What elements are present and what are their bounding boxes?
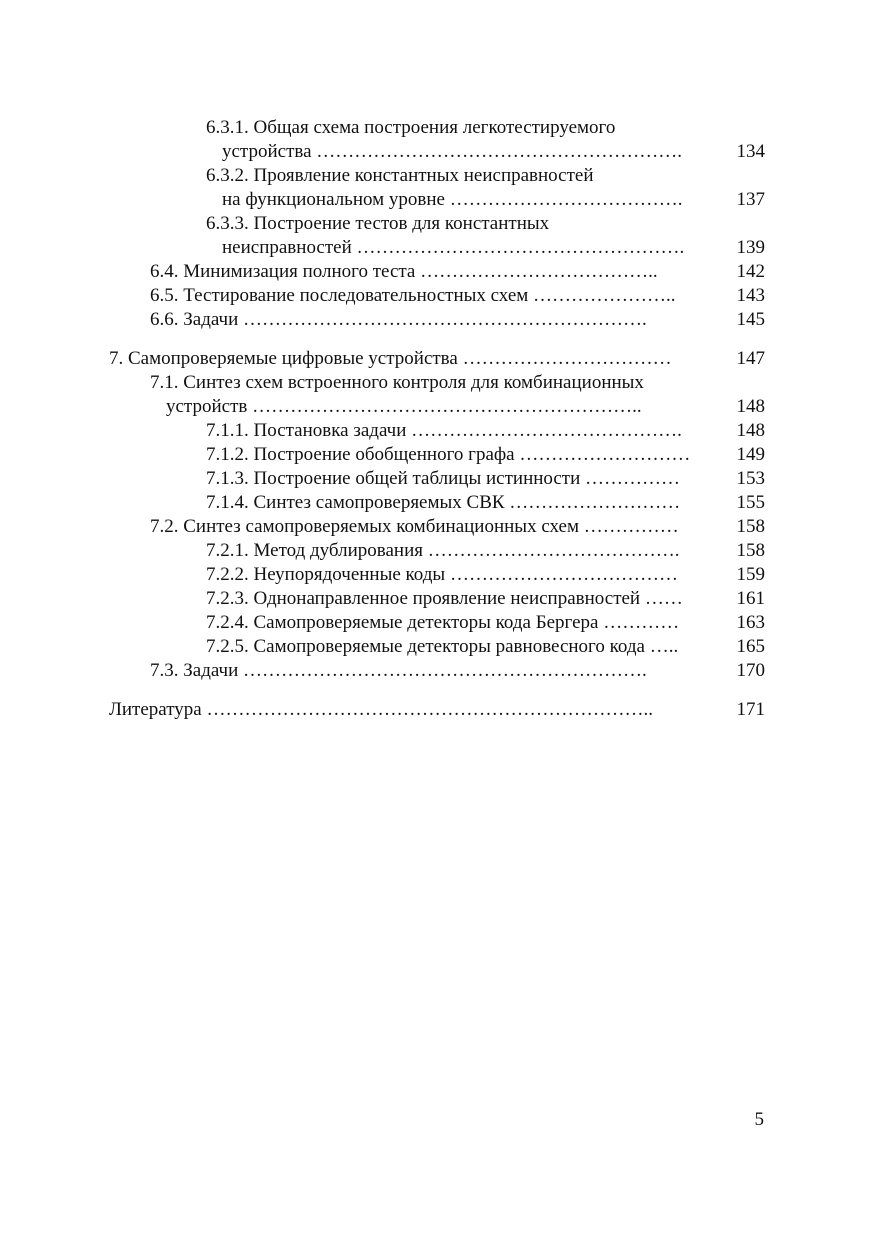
- toc-entry-title: 6.5. Тестирование последовательностных схем …………………..: [150, 285, 676, 306]
- toc-entry[interactable]: [0, 347, 876, 371]
- toc-entry[interactable]: [0, 116, 876, 140]
- toc-entry[interactable]: [0, 635, 876, 659]
- toc-entry-page: 134: [736, 141, 765, 162]
- toc-entry[interactable]: [0, 467, 876, 491]
- toc-entry-title: 7.1. Синтез схем встроенного контроля для комбинационных: [150, 372, 644, 393]
- toc-entry[interactable]: [0, 284, 876, 308]
- toc-entry[interactable]: [0, 371, 876, 395]
- toc-entry[interactable]: [0, 164, 876, 188]
- toc-entry-page: 137: [736, 189, 765, 210]
- toc-entry-page: 142: [736, 261, 765, 282]
- toc-entry-page: 163: [736, 612, 765, 633]
- toc-entry-title: 7. Самопроверяемые цифровые устройства ……………………………: [109, 348, 672, 369]
- toc-entry[interactable]: [0, 395, 876, 419]
- toc-entry-page: 170: [736, 660, 765, 681]
- toc-entry-title: устройства ………………………………………………….: [222, 141, 683, 162]
- toc-entry[interactable]: [0, 563, 876, 587]
- toc-entry-page: 158: [736, 540, 765, 561]
- toc-entry[interactable]: [0, 539, 876, 563]
- toc-entry-page: 145: [736, 309, 765, 330]
- toc-entry-title: 7.1.2. Построение обобщенного графа ………………………: [206, 444, 691, 465]
- toc-entry-title: 7.1.3. Построение общей таблицы истинности ……………: [206, 468, 681, 489]
- toc-entry-page: 158: [736, 516, 765, 537]
- toc-entry-page: 148: [736, 420, 765, 441]
- toc-entry[interactable]: [0, 698, 876, 722]
- toc-entry-title: Литература ……………………………………………………………..: [109, 699, 653, 720]
- toc-entry[interactable]: [0, 188, 876, 212]
- toc-entry-page: 159: [736, 564, 765, 585]
- toc-entry-title: неисправностей …………………………………………….: [222, 237, 685, 258]
- toc-entry-title: 7.2.4. Самопроверяемые детекторы кода Бергера …………: [206, 612, 680, 633]
- toc-entry-page: 171: [736, 699, 765, 720]
- toc-entry-title: 7.3. Задачи ……………………………………………………….: [150, 660, 647, 681]
- toc-entry-page: 153: [736, 468, 765, 489]
- toc-entry-title: на функциональном уровне ……………………………….: [222, 189, 683, 210]
- toc-entry[interactable]: [0, 140, 876, 164]
- toc-entry-title: 6.3.1. Общая схема построения легкотестируемого: [206, 117, 616, 138]
- toc-entry[interactable]: [0, 587, 876, 611]
- toc-entry[interactable]: [0, 611, 876, 635]
- toc-entry[interactable]: [0, 659, 876, 683]
- toc-entry-page: 149: [736, 444, 765, 465]
- toc-entry-page: 147: [736, 348, 765, 369]
- section-gap: [0, 332, 876, 347]
- section-gap: [0, 683, 876, 698]
- table-of-contents: [0, 116, 876, 722]
- toc-entry-page: 161: [736, 588, 765, 609]
- toc-entry-title: 7.1.1. Постановка задачи …………………………………….: [206, 420, 682, 441]
- toc-entry-title: 7.2.2. Неупорядоченные коды ………………………………: [206, 564, 678, 585]
- toc-entry-page: 165: [736, 636, 765, 657]
- toc-entry-title: 7.1.4. Синтез самопроверяемых СВК ………………………: [206, 492, 681, 513]
- toc-entry[interactable]: [0, 212, 876, 236]
- toc-entry[interactable]: [0, 236, 876, 260]
- toc-entry-title: 7.2.1. Метод дублирования ………………………………….: [206, 540, 680, 561]
- toc-entry-title: 6.3.2. Проявление константных неисправностей: [206, 165, 594, 186]
- toc-entry-title: устройств ……………………………………………………..: [166, 396, 642, 417]
- toc-entry-title: 7.2.3. Однонаправленное проявление неисправностей ……: [206, 588, 683, 609]
- toc-entry-page: 143: [736, 285, 765, 306]
- toc-entry-page: 155: [736, 492, 765, 513]
- toc-entry[interactable]: [0, 515, 876, 539]
- toc-entry-title: 6.3.3. Построение тестов для константных: [206, 213, 550, 234]
- toc-entry-title: 7.2.5. Самопроверяемые детекторы равновесного кода …..: [206, 636, 679, 657]
- toc-entry[interactable]: [0, 260, 876, 284]
- toc-entry-page: 139: [736, 237, 765, 258]
- toc-entry-title: 6.4. Минимизация полного теста ………………………………..: [150, 261, 658, 282]
- page-number: 5: [754, 1109, 764, 1130]
- toc-entry[interactable]: [0, 419, 876, 443]
- toc-entry-title: 6.6. Задачи ……………………………………………………….: [150, 309, 647, 330]
- toc-entry-title: 7.2. Синтез самопроверяемых комбинационных схем ……………: [150, 516, 679, 537]
- toc-entry[interactable]: [0, 443, 876, 467]
- toc-entry[interactable]: [0, 308, 876, 332]
- toc-entry[interactable]: [0, 491, 876, 515]
- toc-entry-page: 148: [736, 396, 765, 417]
